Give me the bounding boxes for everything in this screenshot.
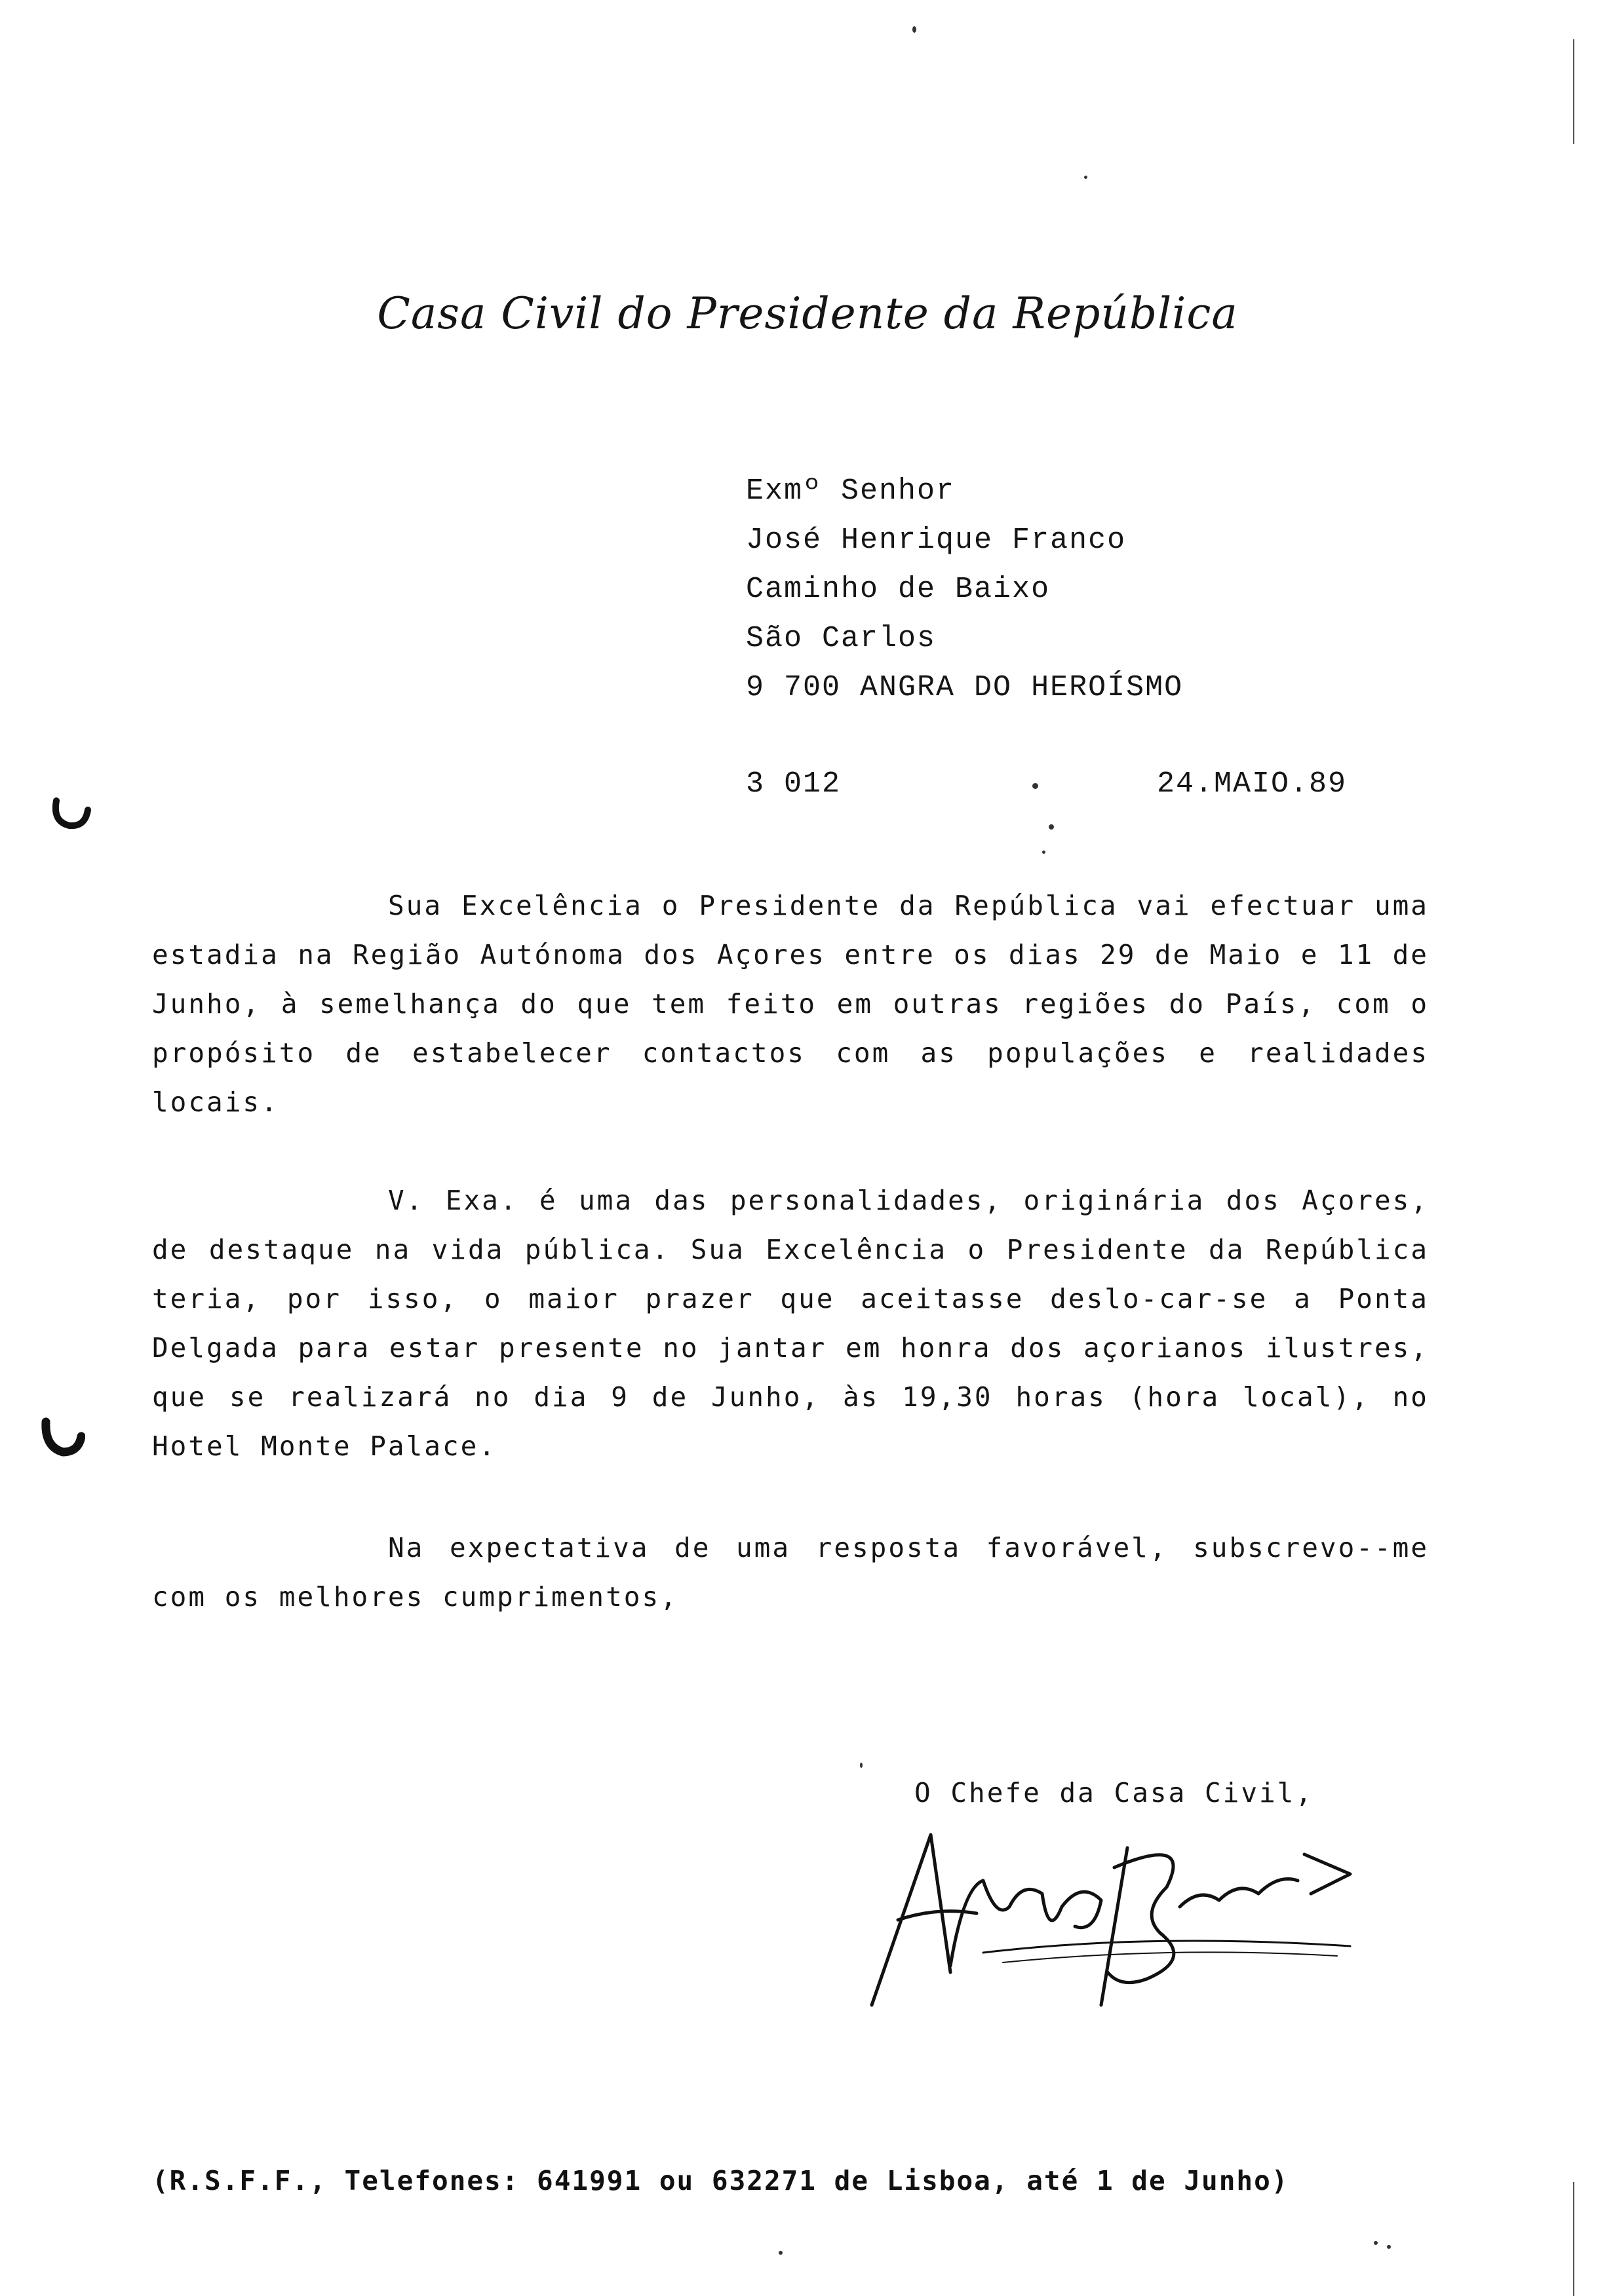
letterhead: Casa Civil do Presidente da República (377, 288, 1238, 339)
scan-edge-line (1573, 2182, 1574, 2296)
reference-number: 3 012 (746, 767, 842, 801)
letter-date: 24.MAIO.89 (1157, 767, 1348, 801)
scan-speck (1042, 851, 1045, 854)
scan-speck (860, 1763, 863, 1768)
scan-speck (1032, 783, 1038, 789)
body-paragraph-2-text: V. Exa. é uma das personalidades, originária dos Açores, de destaque na vida pública. Sua Excelência o Presidente da República teria, por isso, o maior prazer que aceitasse deslo-car-se a Ponta Delgada para estar presente no jantar em honra dos açorianos ilustres, que se realizará no dia 9 de Junho, às 19,30 horas (hora local), no Hotel Monte Palace. (152, 1185, 1429, 1462)
body-paragraph-1 (152, 881, 1429, 1127)
scan-speck (1374, 2241, 1378, 2245)
recipient-address (746, 467, 1183, 712)
recipient-postal-city: 9 700 ANGRA DO HEROÍSMO (746, 671, 1184, 704)
scan-speck (1049, 824, 1054, 830)
body-paragraph-3 (152, 1523, 1429, 1622)
body-paragraph-2 (152, 1176, 1429, 1471)
scan-speck (912, 26, 916, 33)
body-paragraph-3-text: Na expectativa de uma resposta favorável, subscrevo--me com os melhores cumprimentos, (152, 1532, 1429, 1613)
scan-edge-line (1573, 39, 1574, 144)
recipient-salutation: Exmº Senhor (746, 474, 956, 508)
recipient-locality: São Carlos (746, 622, 937, 655)
footer-rsvp-note: (R.S.F.F., Telefones: 641991 ou 632271 de Lisboa, até 1 de Junho) (152, 2165, 1289, 2196)
scan-speck (1387, 2245, 1391, 2249)
punch-hole-bottom (39, 1415, 85, 1461)
scan-speck (779, 2251, 783, 2255)
punch-hole-top (47, 792, 93, 837)
recipient-name: José Henrique Franco (746, 524, 1127, 557)
scan-speck (1084, 176, 1087, 179)
closing-title: O Chefe da Casa Civil, (914, 1777, 1314, 1808)
handwritten-signature (852, 1808, 1363, 2025)
recipient-street: Caminho de Baixo (746, 573, 1051, 606)
body-paragraph-1-text: Sua Excelência o Presidente da República vai efectuar uma estadia na Região Autónoma dos Açores entre os dias 29 de Maio e 11 de Junho, à semelhança do que tem feito em outras regiões do País, com o propósito de estabelecer contactos com as populações e realidades locais. (152, 890, 1429, 1118)
